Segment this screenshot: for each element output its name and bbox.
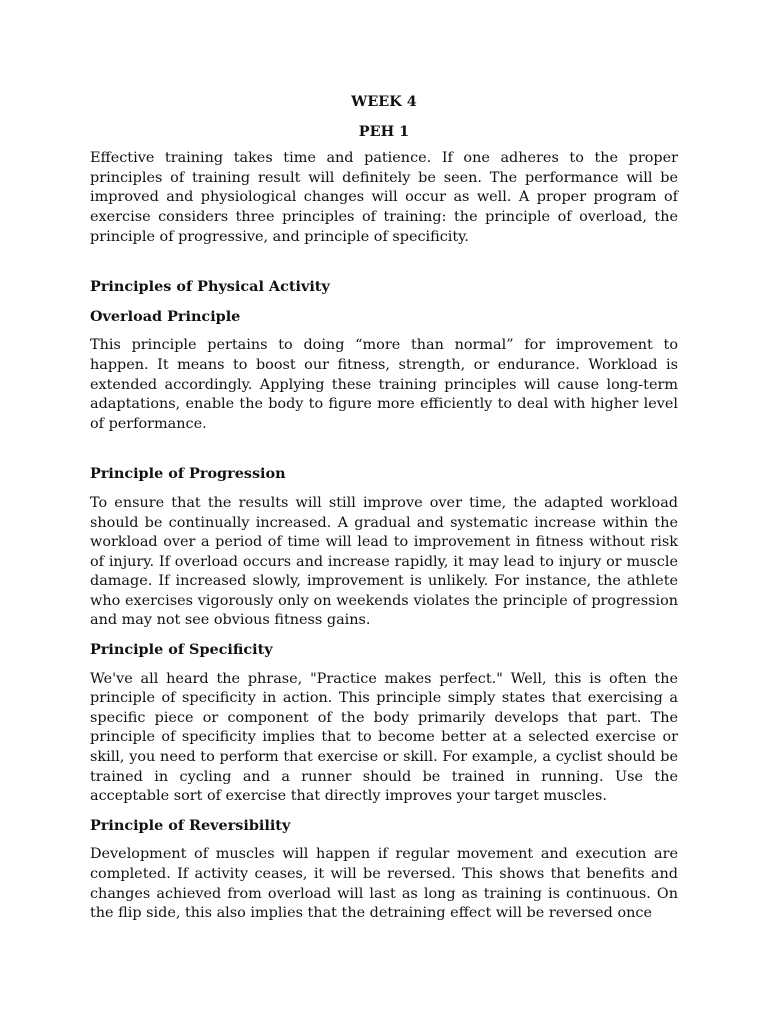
paragraph-principle-of-specificity: We've all heard the phrase, "Practice makes perfect." Well, this is often the principle of specificity in action. This principle simply states that exercising a specific piece or component of the body primarily develops that part. The principle of specificity implies that to become better at a selected exercise or skill, you need to perform that exercise or skill. For example, a cyclist should be trained in cycling and a runner should be trained in running. Use the acceptable sort of exercise that directly improves your target muscles.	[90, 670, 678, 805]
document-page	[90, 92, 678, 924]
heading-principle-of-reversibility: Principle of Reversibility	[90, 816, 291, 834]
paragraph-principle-of-reversibility: Development of muscles will happen if regular movement and execution are completed. If activity ceases, it will be reversed. This shows that benefits and changes achieved from overload will last as long as training is continuous. On the flip side, this also implies that the detraining effect will be reversed once	[90, 846, 678, 922]
course-title: PEH 1	[358, 122, 410, 140]
week-title: WEEK 4	[351, 93, 417, 110]
paragraph-overload-principle: This principle pertains to doing “more than normal” for improvement to happen. It means to boost our fitness, strength, or endurance. Workload is extended accordingly. Applying these training principles will cause long-term adaptations, enable the body to figure more efficiently to deal with higher level of performance.	[90, 337, 678, 432]
heading-overload-principle: Overload Principle	[90, 307, 241, 325]
paragraph-principle-of-progression: To ensure that the results will still improve over time, the adapted workload should be continually increased. A gradual and systematic increase within the workload over a period of time will lead to improvement in fitness without risk of injury. If overload occurs and increase rapidly, it may lead to injury or muscle damage. If increased slowly, improvement is unlikely. For instance, the athlete who exercises vigorously only on weekends violates the principle of progression and may not see obvious fitness gains.	[90, 494, 678, 629]
heading-principle-of-specificity: Principle of Specificity	[90, 641, 273, 659]
section-heading-principles: Principles of Physical Activity	[90, 278, 330, 296]
heading-principle-of-progression: Principle of Progression	[90, 465, 286, 483]
intro-paragraph: Effective training takes time and patience. If one adheres to the proper principles of training result will definitely be seen. The performance will be improved and physiological changes will occur as well. A proper program of exercise considers three principles of training: the principle of overload, the principle of progressive, and principle of specificity.	[90, 150, 678, 245]
